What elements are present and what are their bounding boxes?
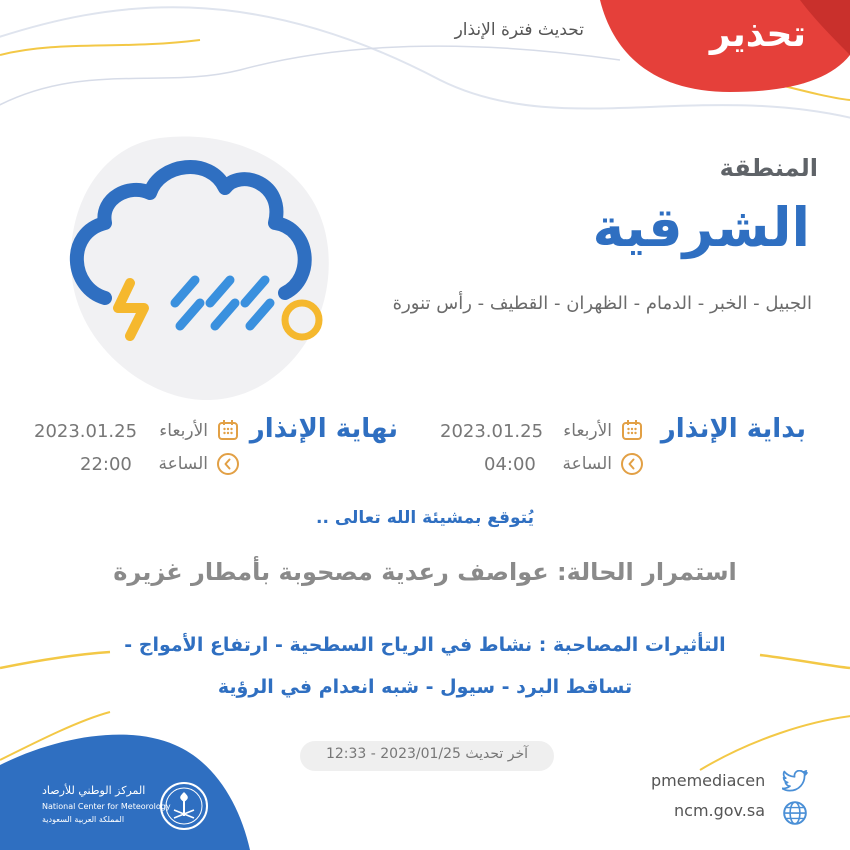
ncm-name-english: National Center for Meteorology bbox=[42, 802, 171, 811]
ncm-name-arabic: المركز الوطني للأرصاد bbox=[42, 784, 146, 797]
last-update-text: آخر تحديث 2023/01/25 - 12:33 bbox=[325, 746, 529, 762]
forecast-status: استمرار الحالة: عواصف رعدية مصحوبة بأمطار غزيرة bbox=[113, 558, 737, 586]
warning-end-date: 2023.01.25 bbox=[34, 421, 138, 442]
ncm-country-arabic: المملكة العربية السعودية bbox=[42, 815, 125, 824]
forecast-effects-line-1: التأثيرات المصاحبة : نشاط في الرياح السطحية - ارتفاع الأمواج - bbox=[124, 634, 726, 656]
clock-icon bbox=[620, 452, 644, 476]
warning-end-time: 22:00 bbox=[80, 454, 132, 475]
warning-start-title: بداية الإنذار bbox=[660, 414, 806, 444]
warning-label: تحذير bbox=[709, 14, 806, 55]
warning-start-time: 04:00 bbox=[484, 454, 536, 475]
forecast-effects-line-2: تساقط البرد - سيول - شبه انعدام في الرؤية bbox=[217, 676, 633, 698]
region-name: الشرقية bbox=[592, 196, 810, 259]
twitter-icon[interactable] bbox=[782, 770, 808, 792]
update-period-title: تحديث فترة الإنذار bbox=[454, 20, 584, 40]
region-label: المنطقة bbox=[719, 154, 818, 182]
warning-start-day: الأربعاء bbox=[563, 421, 612, 441]
calendar-icon bbox=[216, 418, 240, 442]
website-link[interactable]: ncm.gov.sa bbox=[674, 801, 766, 820]
warning-start-time-label: الساعة bbox=[562, 454, 612, 474]
forecast-intro: يُتوقع بمشيئة الله تعالى .. bbox=[316, 508, 534, 528]
region-cities: الجبيل - الخبر - الدمام - الظهران - القطيف - رأس تنورة bbox=[392, 293, 812, 314]
warning-end-time-label: الساعة bbox=[158, 454, 208, 474]
warning-end-title: نهاية الإنذار bbox=[249, 414, 398, 444]
clock-icon bbox=[216, 452, 240, 476]
warning-start-date: 2023.01.25 bbox=[440, 421, 544, 442]
thunderstorm-rain-sun-icon bbox=[60, 128, 340, 408]
warning-end-day: الأربعاء bbox=[159, 421, 208, 441]
calendar-icon bbox=[620, 418, 644, 442]
twitter-handle[interactable]: pmemediacen bbox=[651, 771, 766, 790]
globe-icon[interactable] bbox=[782, 800, 808, 826]
